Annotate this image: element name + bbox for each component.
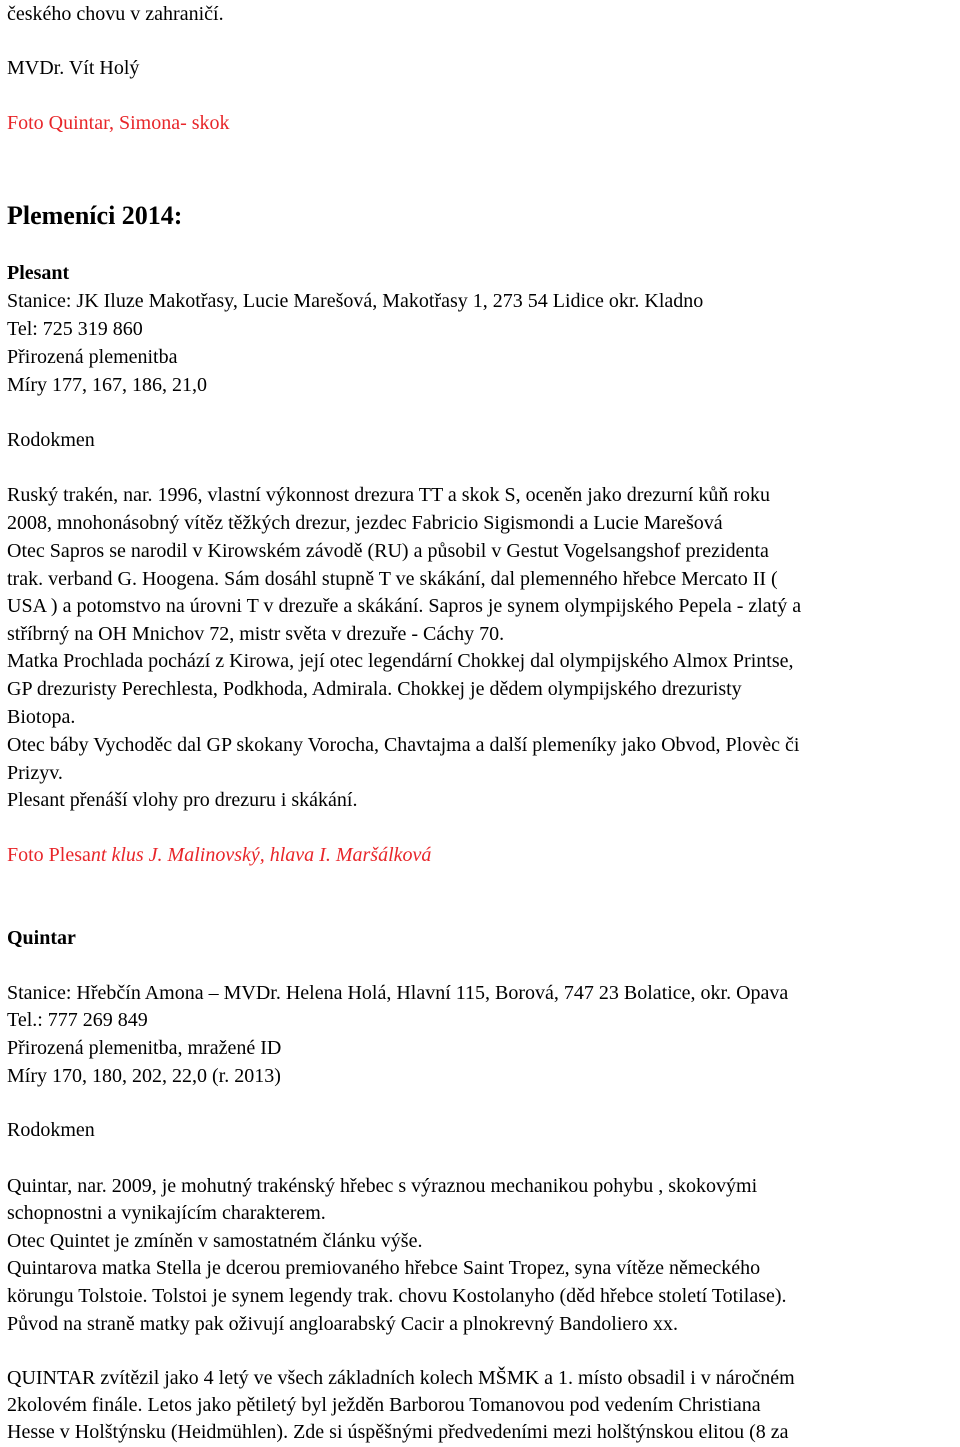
photo-credit-part-b: nt klus J. Malinovský, hlava I. Maršálková	[90, 844, 432, 866]
photo-credit-part-a: Foto Plesa	[7, 844, 91, 866]
quintar-pedigree-label: Rodokmen	[7, 1119, 95, 1141]
plesant-measures: Míry 177, 167, 186, 21,0	[7, 374, 207, 396]
plesant-text-line: trak. verband G. Hoogena. Sám dosáhl stupně T ve skákání, dal plemenného hřebce Mercato II (	[7, 568, 778, 590]
section-heading: Plemeníci 2014:	[7, 201, 183, 230]
quintar-measures: Míry 170, 180, 202, 22,0 (r. 2013)	[7, 1065, 281, 1087]
photo-credit-link[interactable]: Foto Quintar, Simona- skok	[7, 112, 230, 134]
intro-line: českého chovu v zahraničí.	[7, 3, 224, 25]
quintar-achievement-line: 2kolovém finále. Letos jako pětiletý byl ježděn Barborou Tomanovou pod vedením Christiana	[7, 1394, 761, 1416]
quintar-text-line: schopnostni a vynikajícím charakterem.	[7, 1202, 326, 1224]
author-signature: MVDr. Vít Holý	[7, 57, 140, 79]
quintar-text-line: Quintar, nar. 2009, je mohutný trakénský hřebec s výraznou mechanikou pohybu , skokovými	[7, 1175, 758, 1197]
plesant-pedigree-label: Rodokmen	[7, 429, 95, 451]
plesant-station: Stanice: JK Iluze Makotřasy, Lucie Marešová, Makotřasy 1, 273 54 Lidice okr. Kladno	[7, 290, 704, 312]
plesant-text-line: Plesant přenáší vlohy pro drezuru i skákání.	[7, 789, 358, 811]
quintar-text-line: körungu Tolstoie. Tolstoi je synem legendy trak. chovu Kostolanyho (děd hřebce století Totilase).	[7, 1285, 787, 1307]
quintar-tel: Tel.: 777 269 849	[7, 1009, 148, 1031]
quintar-text-line: Původ na straně matky pak oživují angloarabský Cacir a plnokrevný Bandoliero xx.	[7, 1313, 678, 1335]
plesant-text-line: GP drezuristy Perechlesta, Podkhoda, Admirala. Chokkej je dědem olympijského drezuristy	[7, 678, 742, 700]
plesant-text-line: Otec Sapros se narodil v Kirowském závodě (RU) a působil v Gestut Vogelsangshof prezidenta	[7, 540, 769, 562]
plesant-photo-credit-link[interactable]	[7, 841, 431, 869]
plesant-text-line: Matka Prochlada pochází z Kirowa, její otec legendární Chokkej dal olympijského Almox Printse,	[7, 650, 794, 672]
quintar-breeding: Přirozená plemenitba, mražené ID	[7, 1037, 282, 1059]
plesant-text-line: stříbrný na OH Mnichov 72, mistr světa v drezuře - Cáchy 70.	[7, 623, 505, 645]
plesant-text-line: Biotopa.	[7, 706, 76, 728]
plesant-text-line: USA ) a potomstvo na úrovni T v drezuře a skákání. Sapros je synem olympijského Pepela - zlatý a	[7, 595, 802, 617]
plesant-text-line: Prizyv.	[7, 762, 63, 784]
plesant-text-line: Ruský trakén, nar. 1996, vlastní výkonnost drezura TT a skok S, oceněn jako drezurní kůň roku	[7, 484, 770, 506]
stallion-name-plesant: Plesant	[7, 262, 70, 284]
quintar-achievement-line: Hesse v Holštýnsku (Heidmühlen). Zde si úspěšnými předvedeními mezi holštýnskou elitou (8 za	[7, 1421, 789, 1443]
quintar-text-line: Otec Quintet je zmíněn v samostatném článku výše.	[7, 1230, 423, 1252]
plesant-breeding: Přirozená plemenitba	[7, 346, 178, 368]
quintar-station: Stanice: Hřebčín Amona – MVDr. Helena Holá, Hlavní 115, Borová, 747 23 Bolatice, okr. Opava	[7, 982, 789, 1004]
plesant-text-line: Otec báby Vychoděc dal GP skokany Vorocha, Chavtajma a další plemeníky jako Obvod, Plovèc či	[7, 734, 800, 756]
plesant-tel: Tel: 725 319 860	[7, 318, 143, 340]
quintar-text-line: Quintarova matka Stella je dcerou premiovaného hřebce Saint Tropez, syna vítěze německého	[7, 1257, 761, 1279]
quintar-achievement-line: QUINTAR zvítězil jako 4 letý ve všech základních kolech MŠMK a 1. místo obsadil i v náročném	[7, 1367, 795, 1389]
plesant-text-line: 2008, mnohonásobný vítěz těžkých drezur, jezdec Fabricio Sigismondi a Lucie Marešová	[7, 512, 723, 534]
stallion-name-quintar: Quintar	[7, 927, 76, 949]
